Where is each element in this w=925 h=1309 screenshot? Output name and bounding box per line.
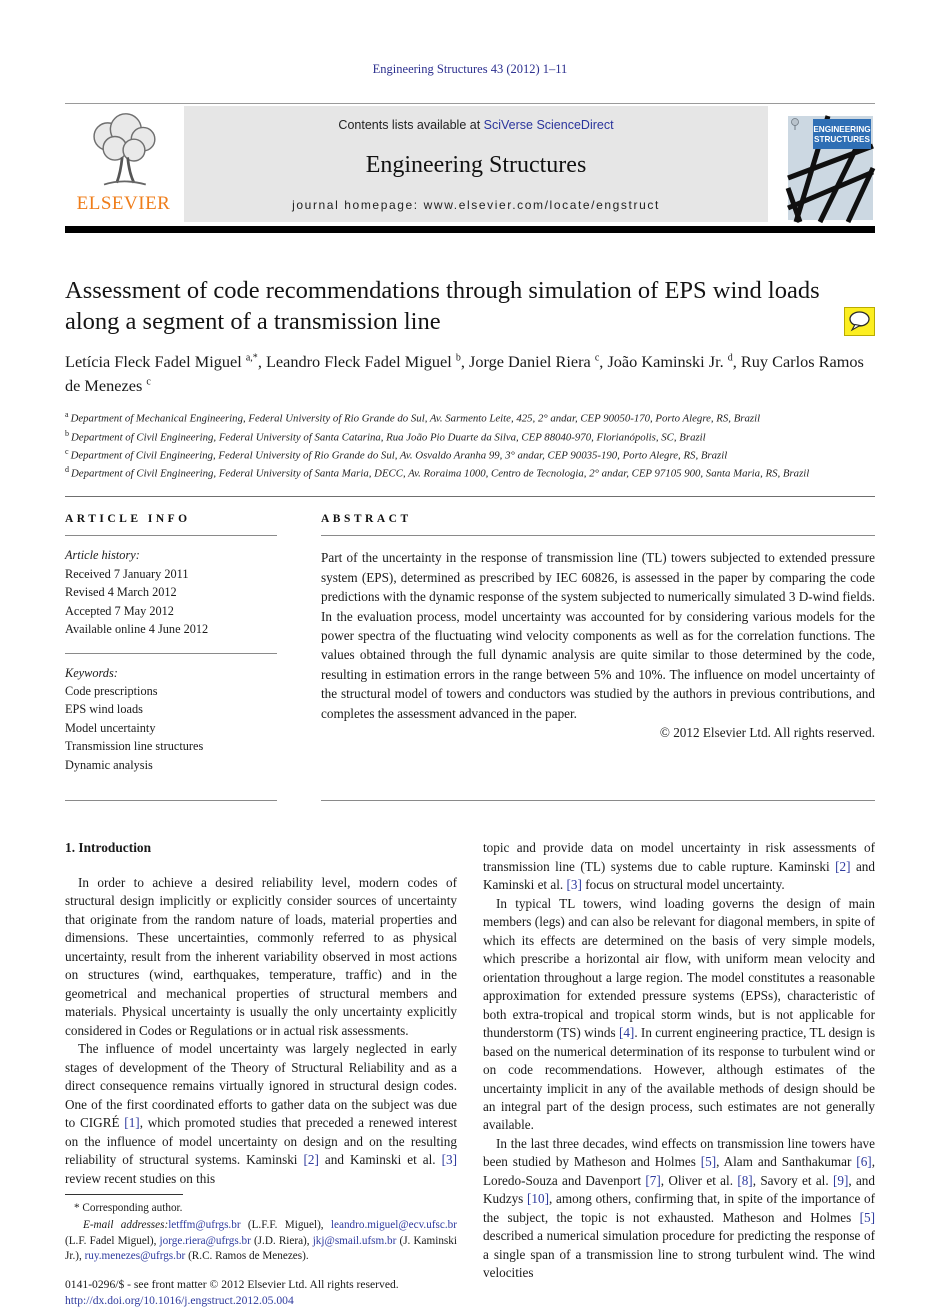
email-link[interactable]: ruy.menezes@ufrgs.br (84, 1250, 186, 1263)
section-heading-introduction: 1. Introduction (65, 840, 152, 856)
affiliation-line: $^d$ Department of Civil Engineering, Federal University of Santa Maria, DECC, Av. Roraima 1000, Centro de Tecnologia, 2° andar, CEP 97105 900, Santa Maria, RS, Brazil (65, 465, 810, 480)
body-paragraph: In typical TL towers, wind loading governs the design of main members (legs) and can also be relevant for diagonal members, in spite of which its effects are determined on the basis of very simple models, which prescribe a horizontal air flow, with uniform mean velocity and orientation throughout a large region. The model constitutes a reasonable approximation for extended pressure systems (EPSs), characteristic of both extra-tropical and tropical storm winds, but is not applicable for thunderstorm (TS) winds [4]. In current engineering practice, TL design is based on the numerical determination of its response to turbulent wind or on code recommendations. However, although estimates of the uncertainty implicit in any of the available methods of design should be an integral part of the design process, such estimates are not generally available. (483, 895, 875, 1133)
affiliation-line: $^a$ Department of Mechanical Engineering, Federal University of Rio Grande do Sul, Av. Sarmento Leite, 425, 2° andar, CEP 90050-170, Porto Alegre, RS, Brazil (65, 410, 761, 426)
author-affiliation-mark: c (594, 352, 600, 364)
citation-ref[interactable]: [6] (856, 1154, 872, 1170)
body-column-right (483, 839, 875, 1309)
elsevier-wordmark: ELSEVIER (76, 193, 171, 214)
cover-title-line2: STRUCTURES (814, 135, 870, 144)
author-name: Jorge Daniel Riera (469, 352, 595, 372)
citation-ref[interactable]: [4] (618, 1025, 635, 1041)
journal-homepage-line[interactable]: journal homepage: www.elsevier.com/locate/engstruct (292, 198, 660, 212)
affiliations-list (65, 409, 875, 482)
sciverse-sciencedirect-link[interactable]: SciVerse ScienceDirect (483, 118, 614, 132)
body-column-left (65, 839, 457, 1309)
history-line: Received 7 January 2011 (65, 566, 189, 581)
citation-ref[interactable]: [8] (737, 1172, 753, 1188)
corresponding-author-note: * Corresponding author. (74, 1202, 183, 1215)
body-paragraph: The influence of model uncertainty was largely neglected in early stages of development of the Theory of Structural Reliability and as a direct consequence remains virtually ignored in structural design codes. One of the first coordinated efforts to gather data on the subject was due to CIGRÉ [1], which promoted studies that preceded a renewed interest on the influence of model uncertainty on design and on the resulting reliability of structural systems. Kaminski [2] and Kaminski et al. [3] review recent studies on this (65, 1041, 457, 1186)
history-line: Available online 4 June 2012 (65, 622, 209, 637)
keywords-label: Keywords: (65, 665, 118, 680)
contents-prefix: Contents lists available at (338, 118, 484, 132)
abstract-bottom-rule (321, 800, 875, 801)
citation-ref[interactable]: [1] (124, 1115, 140, 1131)
affiliation-line: $^b$ Department of Civil Engineering, Federal University of Santa Catarina, Rua João Pio Duarte da Silva, CEP 88040-970, Florianópolis, SC, Brazil (65, 428, 706, 444)
abstract-heading: ABSTRACT (321, 513, 412, 526)
authors-line: Letícia Fleck Fadel Miguel $^{a,*}$, Leandro Fleck Fadel Miguel $^b$, Jorge Daniel Riera $^c$, João Kaminski Jr. $^d$, Ruy Carlos Ramos de Menezes $^c$ (65, 352, 864, 395)
citation-ref[interactable]: [5] (859, 1209, 875, 1225)
introduction-right-paragraphs (483, 839, 875, 1283)
header-black-bar (65, 226, 875, 233)
journal-header-band (65, 106, 875, 222)
footer-block (65, 1277, 457, 1309)
journal-cover-thumbnail[interactable] (786, 106, 875, 222)
keyword-line: Transmission line structures (65, 739, 204, 754)
doi-link[interactable]: http://dx.doi.org/10.1016/j.engstruct.2012.05.004 (65, 1294, 294, 1308)
issn-copyright-line: 0141-0296/$ - see front matter © 2012 Elsevier Ltd. All rights reserved. (65, 1277, 399, 1291)
keyword-line: Dynamic analysis (65, 757, 153, 772)
email-link[interactable]: leandro.miguel@ecv.ufsc.br (330, 1218, 457, 1231)
article-history-lines (65, 565, 277, 639)
journal-title: Engineering Structures (365, 151, 587, 178)
abstract-text: Part of the uncertainty in the response of transmission line (TL) towers subjected to extended pressure system (EPS), determined as prescribed by IEC 60826, is assessed in the paper by comparing the code predictions with the dynamic response of the system subjected to numerically simulated 3 D-wind fields. In the evaluation process, model uncertainty was accounted for by considering various models for the power spectra of the fluctuating wind velocity components as well as for the correlation functions. The values obtained through the full dynamic analysis are quite similar to those determined by the code, resulting in estimation errors in the range between 5% and 10%. The influence on model uncertainty of the structural model of towers and conductors was studied by the authors in previous contributions, and completes the assessment advanced in the paper. (321, 550, 875, 721)
affiliation-line: $^c$ Department of Civil Engineering, Federal University of Rio Grande do Sul, Av. Osvaldo Aranha 99, 3° andar, CEP 90035-190, Porto Alegre, RS, Brazil (65, 446, 728, 462)
body-paragraph: In order to achieve a desired reliability level, modern codes of structural design implicitly or explicitly consider sources of uncertainty that originate from the random nature of loads, material properties and dimensions. These uncertainties, commonly referred to as physical uncertainty, result from the inherent variability observed in most actions on structures (wind, earthquakes, temperature, traffic) and in the geometrical and mechanical properties of structural members and materials. Physical uncertainty is usually the only uncertainty explicitly considered in Codes or Regulations or in actual risk assessments. (65, 874, 457, 1038)
author-name: Leandro Fleck Fadel Miguel (265, 352, 456, 372)
elsevier-logo[interactable] (65, 106, 182, 222)
keyword-line: Code prescriptions (65, 684, 158, 699)
author-affiliation-mark: d (727, 352, 733, 364)
email-link[interactable]: jkj@smail.ufsm.br (312, 1234, 397, 1247)
article-title: Assessment of code recommendations through simulation of EPS wind loads along a segment of a transmission line (65, 277, 820, 336)
article-info-column (65, 509, 277, 801)
citation-ref[interactable]: [2] (303, 1152, 319, 1168)
citation-ref[interactable]: [2] (835, 858, 851, 874)
citation-ref[interactable]: [10] (527, 1191, 549, 1207)
email-addresses-label: E-mail addresses: (83, 1218, 169, 1231)
keywords-lines (65, 682, 277, 774)
citation-ref[interactable]: [3] (441, 1152, 457, 1168)
author-name: Ruy Carlos Ramos de Menezes (65, 352, 864, 395)
citation-ref[interactable]: [3] (566, 877, 582, 893)
introduction-left-paragraphs (65, 874, 457, 1188)
citation-ref[interactable]: [9] (832, 1172, 849, 1188)
email-link[interactable]: jorge.riera@ufrgs.br (159, 1234, 251, 1247)
abstract-column (321, 509, 875, 801)
cover-title-line1: ENGINEERING (813, 125, 871, 134)
author-affiliation-mark: b (455, 352, 461, 364)
keywords-block (65, 654, 277, 789)
footnote-rule (65, 1194, 183, 1195)
citation-ref[interactable]: [7] (645, 1172, 661, 1188)
author-name: João Kaminski Jr. (607, 352, 728, 372)
history-line: Revised 4 March 2012 (65, 585, 177, 600)
author-affiliation-mark: c (146, 376, 151, 388)
footnote-block (65, 1188, 457, 1265)
article-history-label: Article history: (65, 548, 140, 563)
copyright-line: © 2012 Elsevier Ltd. All rights reserved. (659, 725, 875, 741)
email-addresses: E-mail addresses:letffm@ufrgs.br (L.F.F. Miguel), leandro.miguel@ecv.ufsc.br (L.F. Fadel Miguel), jorge.riera@ufrgs.br (J.D. Riera), jkj@smail.ufsm.br (J. Kaminski Jr.), ruy.menezes@ufrgs.br (R.C. Ramos de Menezes). (65, 1218, 457, 1263)
author-affiliation-mark: a,* (245, 352, 258, 364)
body-paragraph: In the last three decades, wind effects on transmission line towers have been studied by Matheson and Holmes [5], Alam and Santhakumar [6], Loredo-Souza and Davenport [7], Oliver et al. [8], Savory et al. [9], and Kudzys [10], among others, confirming that, in spite of the importance of the subject, the topic is not exhausted. Matheson and Holmes [5] described a numerical simulation procedure for predicting the response of a single span of a transmission line to strong turbulent wind. The wind velocities (483, 1135, 875, 1281)
article-info-bottom-rule (65, 800, 277, 801)
keyword-line: EPS wind loads (65, 702, 143, 717)
history-line: Accepted 7 May 2012 (65, 603, 174, 618)
speech-bubble-icon[interactable] (844, 307, 875, 341)
author-name: Letícia Fleck Fadel Miguel (65, 352, 246, 372)
header-band-center (184, 106, 768, 222)
citation-ref[interactable]: [5] (700, 1154, 717, 1170)
body-paragraph: topic and provide data on model uncertainty in risk assessments of transmission line (TL) systems due to cable rupture. Kaminski [2] and Kaminski et al. [3] focus on structural model uncertainty. (483, 840, 875, 893)
contents-line (194, 118, 758, 132)
header-top-rule (65, 103, 875, 104)
elsevier-tree-icon (78, 112, 170, 195)
email-link[interactable]: letffm@ufrgs.br (168, 1218, 241, 1231)
article-history (65, 536, 277, 652)
journal-citation: Engineering Structures 43 (2012) 1–11 (372, 62, 568, 76)
article-info-heading: ARTICLE INFO (65, 513, 191, 526)
keyword-line: Model uncertainty (65, 720, 156, 735)
